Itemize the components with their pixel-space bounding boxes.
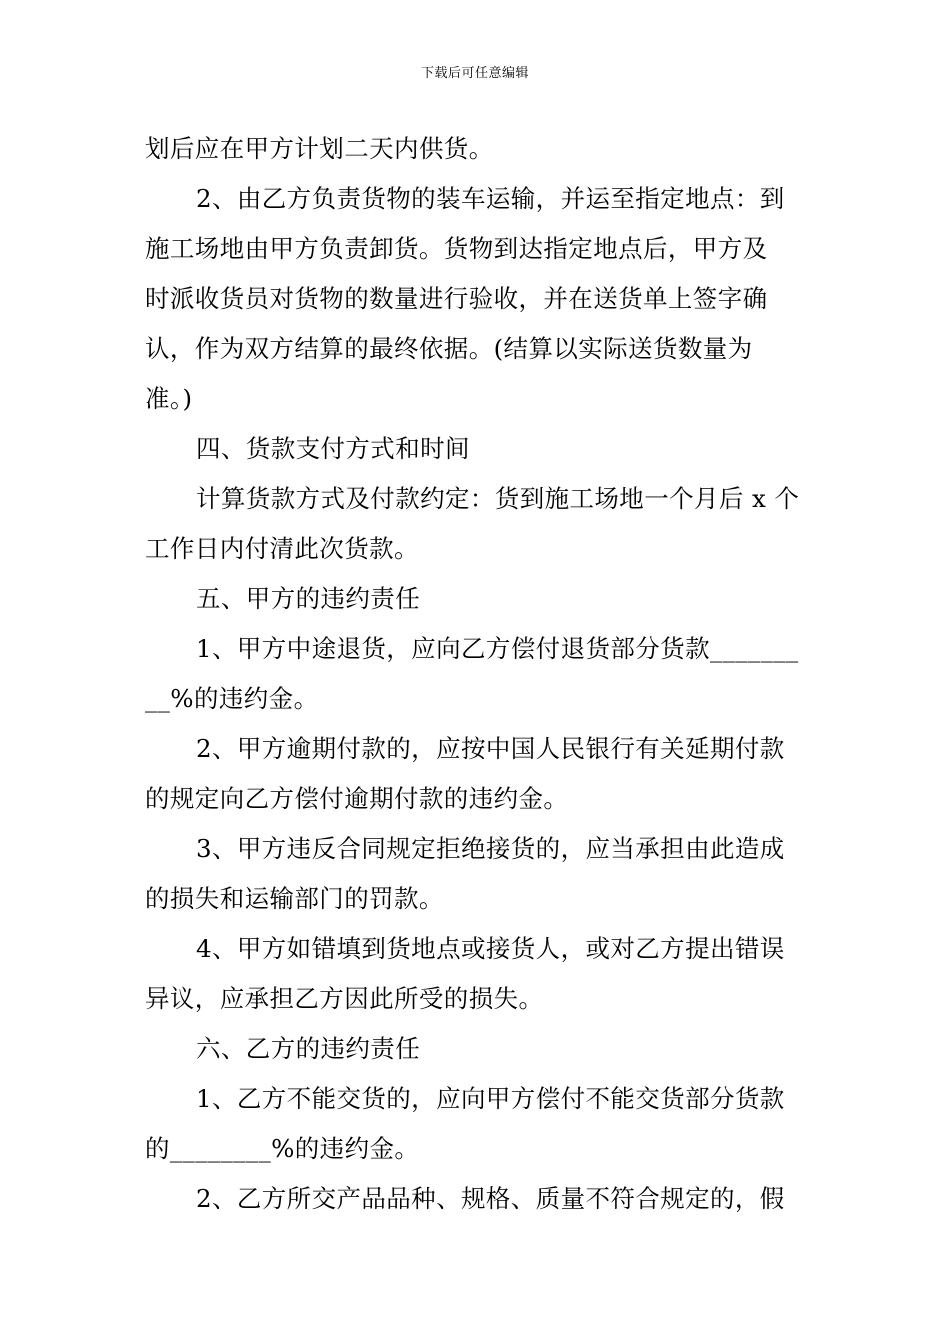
contract-text bbox=[145, 124, 810, 1224]
text-line: 2、甲方逾期付款的，应按中国人民银行有关延期付款 bbox=[196, 734, 785, 763]
section-heading: 六、乙方的违约责任 bbox=[196, 1034, 421, 1063]
text-line: 时派收货员对货物的数量进行验收，并在送货单上签字确 bbox=[145, 284, 768, 313]
text-line: 的________%的违约金。 bbox=[145, 1134, 420, 1163]
text-line: 准。) bbox=[145, 384, 193, 413]
text-line: 4、甲方如错填到货地点或接货人，或对乙方提出错误 bbox=[196, 934, 785, 963]
text-line: 计算货款方式及付款约定：货到施工场地一个月后 x 个 bbox=[196, 484, 800, 513]
text-line: 异议，应承担乙方因此所受的损失。 bbox=[145, 984, 544, 1013]
page-header: 下载后可任意编辑 bbox=[420, 66, 529, 81]
text-line: 1、乙方不能交货的，应向甲方偿付不能交货部分货款 bbox=[196, 1084, 785, 1113]
text-line: 的规定向乙方偿付逾期付款的违约金。 bbox=[145, 784, 569, 813]
text-line: 划后应在甲方计划二天内供货。 bbox=[145, 134, 494, 163]
text-line: 3、甲方违反合同规定拒绝接货的，应当承担由此造成 bbox=[196, 834, 785, 863]
text-line: __%的违约金。 bbox=[145, 684, 319, 713]
text-line: 工作日内付清此次货款。 bbox=[145, 534, 419, 563]
text-line: 认，作为双方结算的最终依据。(结算以实际送货数量为 bbox=[145, 334, 753, 363]
text-line: 1、甲方中途退货，应向乙方偿付退货部分货款_______ bbox=[196, 634, 799, 663]
document-body bbox=[145, 124, 810, 1224]
section-heading: 四、货款支付方式和时间 bbox=[196, 434, 470, 463]
section-heading: 五、甲方的违约责任 bbox=[196, 584, 421, 613]
text-line: 2、由乙方负责货物的装车运输，并运至指定地点：到 bbox=[196, 184, 785, 213]
text-line: 的损失和运输部门的罚款。 bbox=[145, 884, 444, 913]
text-line: 施工场地由甲方负责卸货。货物到达指定地点后，甲方及 bbox=[145, 234, 768, 263]
text-line: 2、乙方所交产品品种、规格、质量不符合规定的，假 bbox=[196, 1184, 785, 1213]
